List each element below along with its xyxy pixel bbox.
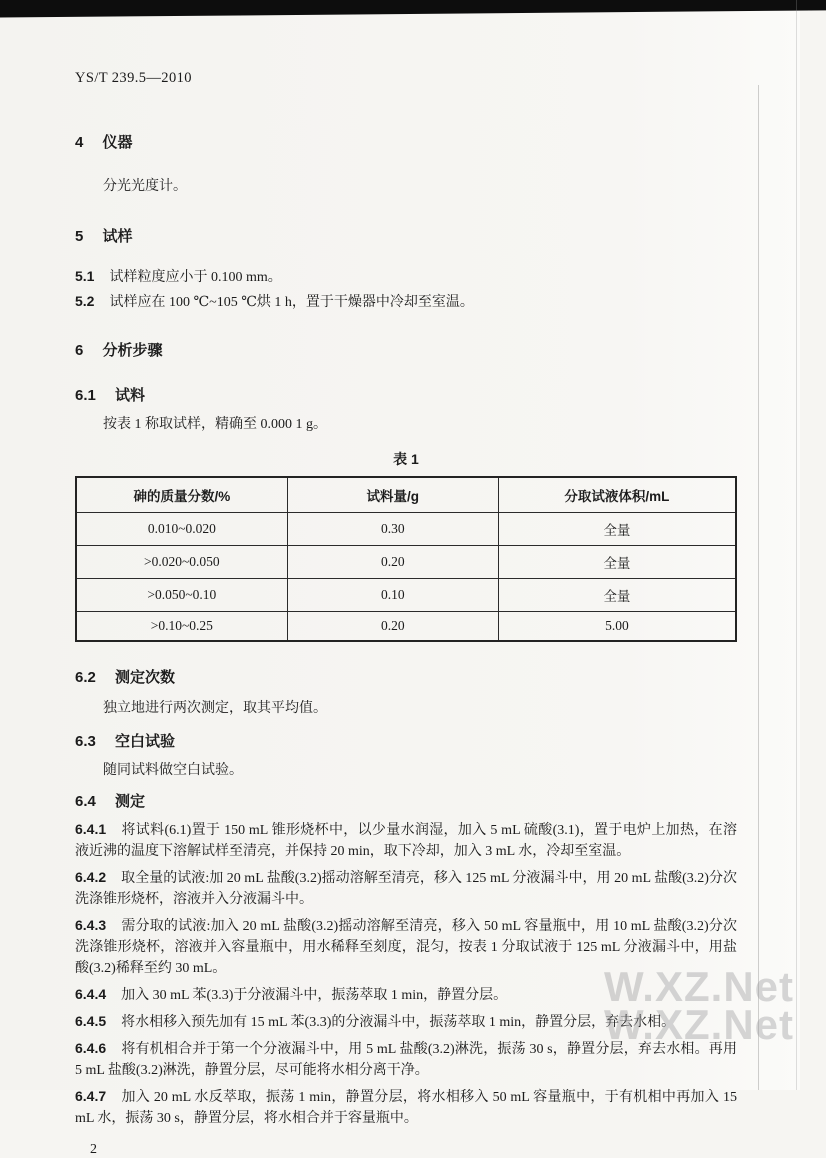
table-cell: 0.10 (287, 579, 498, 612)
heading-number: 6.1 (75, 387, 96, 404)
clause-number: 6.4.5 (75, 1013, 107, 1029)
heading-title: 仪器 (102, 134, 133, 151)
table-cell: 全量 (498, 513, 736, 546)
clause-text: 加入 30 mL 苯(3.3)于分液漏斗中，振荡萃取 1 min，静置分层。 (121, 988, 508, 1003)
table-cell: 0.20 (287, 612, 498, 642)
heading-title: 测定次数 (115, 669, 176, 686)
table-row (76, 546, 736, 579)
heading-title: 试料 (115, 387, 146, 404)
table-row (76, 579, 736, 612)
heading-number: 6.4 (75, 793, 96, 810)
watermark-line: W.XZ.Net (603, 963, 794, 1010)
clause-text: 试样粒度应小于 0.100 mm。 (109, 270, 282, 285)
table-row (76, 612, 736, 642)
table-header-cell: 分取试液体积/mL (498, 477, 736, 513)
table-cell: 全量 (498, 579, 736, 612)
paragraph-instrument: 分光光度计。 (103, 179, 187, 194)
table-header-row (76, 477, 736, 513)
table-cell: 0.20 (287, 546, 498, 579)
table-header-cell: 砷的质量分数/% (76, 477, 287, 513)
table-cell: 5.00 (498, 612, 736, 642)
heading-6-2-determinations (75, 666, 737, 687)
clause-6-4-4 (75, 984, 737, 1006)
scan-artifact-top-bar (0, 0, 826, 18)
table-1 (75, 476, 737, 642)
table-row (76, 513, 736, 546)
clause-number: 6.4.2 (75, 869, 107, 885)
clause-5-1 (75, 266, 737, 288)
clause-text: 试样应在 100 ℃~105 ℃烘 1 h，置于干燥器中冷却至室温。 (109, 295, 474, 310)
scan-artifact-page-edge (796, 0, 797, 1090)
clause-text: 将水相移入预先加有 15 mL 苯(3.3)的分液漏斗中，振荡萃取 1 min，静置分层，弃去水相。 (121, 1015, 676, 1030)
heading-title: 分析步骤 (102, 342, 163, 359)
clause-number: 5.1 (75, 268, 95, 284)
table-cell: 0.30 (287, 513, 498, 546)
clause-number: 6.4.1 (75, 821, 107, 837)
clause-number: 6.4.3 (75, 917, 107, 933)
heading-title: 空白试验 (115, 733, 176, 750)
table-caption: 表 1 (393, 451, 419, 467)
clause-text: 加入 20 mL 水反萃取，振荡 1 min，静置分层，将水相移入 50 mL 容量瓶中，于有机相中再加入 15 mL 水，振荡 30 s，静置分层，将水相合并于容量瓶中。 (75, 1090, 737, 1126)
paragraph-determinations: 独立地进行两次测定，取其平均值。 (103, 701, 327, 716)
heading-6-procedure (75, 339, 737, 360)
paragraph-blank-test: 随同试料做空白试验。 (103, 763, 243, 778)
heading-5-sample (75, 225, 737, 246)
watermark-line: W.XZ.Net (603, 1001, 794, 1048)
clause-5-2 (75, 291, 737, 313)
table-cell: 0.010~0.020 (76, 513, 287, 546)
clause-text: 取全量的试液:加 20 mL 盐酸(3.2)摇动溶解至清亮，移入 125 mL 分液漏斗中，用 20 mL 盐酸(3.2)分次洗涤锥形烧杯，溶液并入分液漏斗中。 (75, 871, 737, 907)
clause-6-4-3 (75, 915, 737, 979)
heading-title: 测定 (115, 793, 146, 810)
heading-number: 6 (75, 342, 84, 359)
heading-title: 试样 (102, 228, 133, 245)
clause-number: 6.4.4 (75, 986, 107, 1002)
clause-6-4-1 (75, 819, 737, 862)
heading-6-1-test-portion (75, 384, 737, 405)
heading-number: 6.3 (75, 733, 96, 750)
page-content (75, 70, 737, 1158)
clause-number: 6.4.6 (75, 1040, 107, 1056)
heading-6-3-blank-test (75, 730, 737, 751)
heading-number: 6.2 (75, 669, 96, 686)
heading-number: 4 (75, 134, 84, 151)
clause-6-4-5 (75, 1011, 737, 1033)
heading-6-4-determination (75, 790, 737, 811)
heading-4-instruments (75, 131, 737, 152)
standard-number-header: YS/T 239.5—2010 (75, 70, 192, 86)
clause-text: 将有机相合并于第一个分液漏斗中，用 5 mL 盐酸(3.2)淋洗，振荡 30 s，静置分层，弃去水相。再用 5 mL 盐酸(3.2)淋洗，静置分层，尽可能将水相分离干净。 (75, 1042, 737, 1078)
table-cell: >0.020~0.050 (76, 546, 287, 579)
clause-6-4-7 (75, 1086, 737, 1129)
scan-artifact-right-edge (758, 85, 759, 1090)
clause-number: 6.4.7 (75, 1088, 107, 1104)
clause-text: 需分取的试液:加入 20 mL 盐酸(3.2)摇动溶解至清亮，移入 50 mL 容量瓶中，用 10 mL 盐酸(3.2)分次洗涤锥形烧杯，溶液并入容量瓶中，用水稀释至刻度，混匀，按表 1 分取试液于 125 mL 分液漏斗中，用盐酸(3.2)稀释至约 30 mL。 (75, 919, 737, 976)
clause-6-4-2 (75, 867, 737, 910)
heading-number: 5 (75, 228, 84, 245)
clause-number: 5.2 (75, 293, 95, 309)
table-cell: 全量 (498, 546, 736, 579)
table-cell: >0.050~0.10 (76, 579, 287, 612)
table-header-cell: 试料量/g (287, 477, 498, 513)
clause-text: 将试料(6.1)置于 150 mL 锥形烧杯中，以少量水润湿，加入 5 mL 硫酸(3.1)，置于电炉上加热，在溶液近沸的温度下溶解试样至清亮，并保持 20 min，取下冷却，加入 3 mL 水，冷却至室温。 (75, 823, 737, 859)
table-cell: >0.10~0.25 (76, 612, 287, 642)
page-number: 2 (90, 1142, 97, 1157)
clause-6-4-6 (75, 1038, 737, 1081)
paragraph-weighing: 按表 1 称取试样，精确至 0.000 1 g。 (103, 417, 327, 432)
